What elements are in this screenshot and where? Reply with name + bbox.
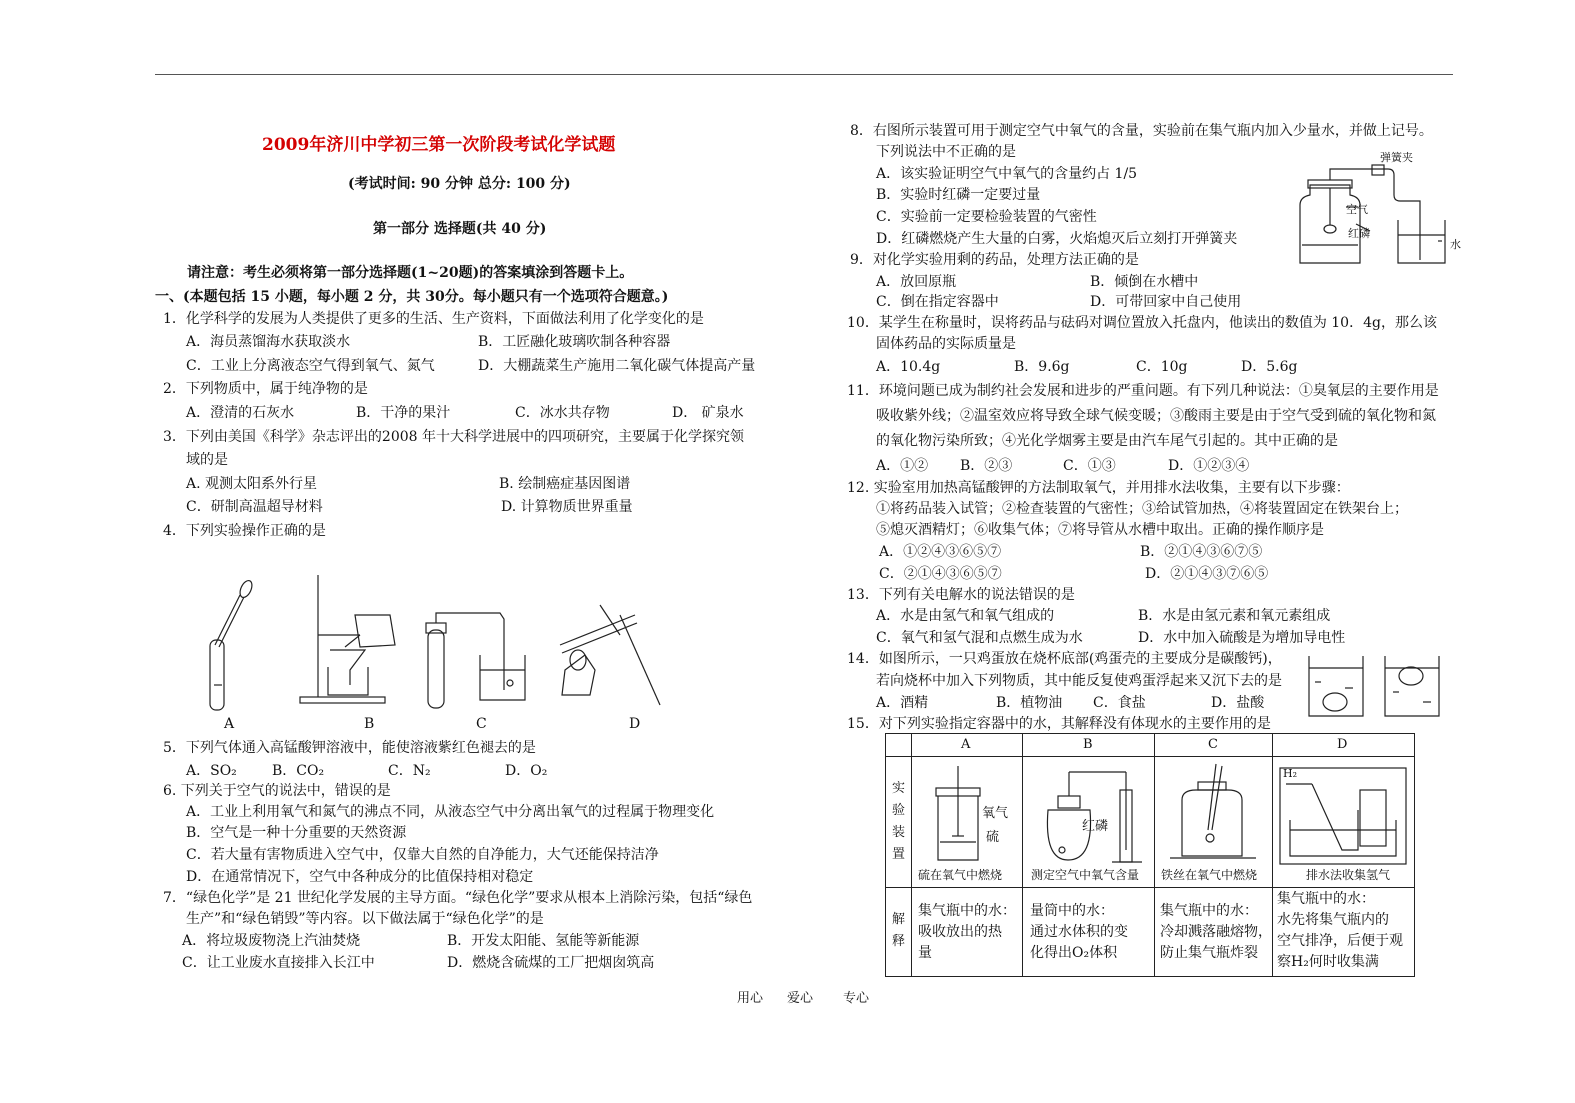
q9-option-d[interactable]: D．可带回家中自己使用 (1090, 294, 1242, 310)
q6-option-c[interactable]: C．若大量有害物质进入空气中，仅靠大自然的自净能力，大气还能保持洁净 (186, 847, 659, 863)
row-label-char: 置 (892, 847, 906, 862)
q3-option-d[interactable]: D. 计算物质世界重量 (501, 499, 633, 515)
q5-option-d[interactable]: D．O₂ (505, 763, 548, 779)
caption-a: 硫在氧气中燃烧 (918, 868, 1003, 882)
table-divider (911, 734, 912, 976)
q8-label-clip: 弹簧夹 (1380, 151, 1413, 164)
explanation-line: 水先将集气瓶内的 (1277, 912, 1389, 928)
q2-option-a[interactable]: A．澄清的石灰水 (186, 405, 295, 421)
q9-option-b[interactable]: B．倾倒在水槽中 (1090, 274, 1199, 290)
q13-stem: 13．下列有关电解水的说法错误的是 (847, 587, 1075, 603)
q8-option-c[interactable]: C．实验前一定要检验装置的气密性 (876, 209, 1097, 225)
q1-option-c[interactable]: C．工业上分离液态空气得到氧气、氮气 (186, 358, 435, 374)
q10-option-c[interactable]: C．10g (1136, 359, 1188, 375)
q14-option-c[interactable]: C．食盐 (1093, 695, 1146, 711)
table-divider (1022, 734, 1023, 976)
table-divider (886, 887, 1414, 888)
row-label-char: 实 (892, 781, 906, 796)
section-heading: 一、(本题包括 15 小题，每小题 2 分，共 30分。每小题只有一个选项符合题意。) (155, 289, 669, 305)
gas-tube-beaker-figure (426, 613, 525, 708)
q4-label-d[interactable]: D (629, 716, 641, 732)
explanation-c (1160, 901, 1272, 964)
notice: 请注意：考生必须将第一部分选择题(1~20题)的答案填涂到答题卡上。 (187, 265, 634, 281)
q8-label-air: 空气 (1346, 203, 1368, 216)
q13-option-d[interactable]: D．水中加入硫酸是为增加导电性 (1138, 630, 1346, 646)
explanation-line: 化得出O₂体积 (1030, 945, 1118, 961)
explanation-a (918, 901, 1020, 964)
q3-stem: 3．下列由美国《科学》杂志评出的2008 年十大科学进展中的四项研究，主要属于化学探究领 (163, 429, 744, 445)
explanation-d (1277, 889, 1413, 973)
q14-stem-cont: 若向烧杯中加入下列物质，其中能反复使鸡蛋浮起来又沉下去的是 (876, 673, 1282, 689)
q12-stem: 12. 实验室用加热高锰酸钾的方法制取氧气，并用排水法收集，主要有以下步骤： (847, 480, 1350, 496)
q5-option-c[interactable]: C．N₂ (388, 763, 431, 779)
footer-text-2: 爱心 (787, 991, 814, 1006)
q13-option-c[interactable]: C．氧气和氢气混和点燃生成为水 (876, 630, 1083, 646)
q2-option-d[interactable]: D． 矿泉水 (672, 405, 744, 421)
q3-option-a[interactable]: A. 观测太阳系外行星 (186, 476, 318, 492)
q2-stem: 2．下列物质中，属于纯净物的是 (163, 381, 368, 397)
q7-option-d[interactable]: D．燃烧含硫煤的工厂把烟囱筑高 (447, 955, 655, 971)
q10-stem-cont: 固体药品的实际质量是 (876, 336, 1016, 352)
header-rule (155, 74, 1453, 75)
fig-label-h2: H₂ (1283, 767, 1298, 780)
q7-option-c[interactable]: C．让工业废水直接排入长江中 (182, 955, 375, 971)
q13-option-a[interactable]: A．水是由氢气和氧气组成的 (876, 608, 1055, 624)
q8-label-phosphorus: 红磷 (1348, 227, 1370, 240)
q11-option-d[interactable]: D．①②③④ (1168, 458, 1250, 474)
table-header-d: D (1337, 737, 1348, 752)
q7-option-a[interactable]: A．将垃圾废物浇上汽油焚烧 (182, 933, 361, 949)
fig-label-oxygen: 氧气 (982, 806, 1009, 821)
explanation-line: 量 (918, 945, 932, 961)
q8-stem: 8．右图所示装置可用于测定空气中氧气的含量，实验前在集气瓶内加入少量水，并做上记号。 (850, 123, 1433, 139)
row-label-char: 验 (892, 803, 906, 818)
explanation-line: 防止集气瓶炸裂 (1160, 945, 1258, 961)
q8-stem-cont: 下列说法中不正确的是 (876, 144, 1016, 160)
q8-option-a[interactable]: A．该实验证明空气中氧气的含量约占 1/5 (876, 166, 1138, 182)
q12-option-c[interactable]: C．②①④③⑥⑤⑦ (879, 566, 1002, 582)
table-divider (1272, 734, 1273, 976)
table-divider (1154, 734, 1155, 976)
q11-option-c[interactable]: C．①③ (1063, 458, 1116, 474)
q8-option-d[interactable]: D．红磷燃烧产生大量的白雾，火焰熄灭后立刻打开弹簧夹 (876, 231, 1238, 247)
q7-stem-cont: 生产”和“绿色销毁”等内容。以下做法属于“绿色化学”的是 (186, 911, 544, 927)
q2-option-b[interactable]: B．干净的果汁 (356, 405, 451, 421)
q4-apparatus-figure (200, 575, 670, 715)
explanation-line: 集气瓶中的水： (918, 903, 1016, 919)
footer-text-1: 用心 (737, 991, 764, 1006)
q11-stem-cont1: 吸收紫外线；②温室效应将导致全球气候变暖；③酸雨主要是由于空气受到硫的氧化物和氮 (876, 408, 1436, 424)
row-label-char: 装 (892, 825, 906, 840)
q13-option-b[interactable]: B．水是由氢元素和氧元素组成 (1138, 608, 1331, 624)
q15-table (885, 733, 1415, 977)
explanation-line: 集气瓶中的水： (1277, 891, 1375, 907)
q10-option-d[interactable]: D．5.6g (1241, 359, 1298, 375)
explanation-line: 吸收放出的热 (918, 924, 1002, 940)
q6-option-a[interactable]: A．工业上利用氧气和氮气的沸点不同，从液态空气中分离出氧气的过程属于物理变化 (186, 804, 715, 820)
filtration-figure (300, 575, 395, 703)
explanation-line: 量筒中的水： (1030, 903, 1114, 919)
fig-label-sulfur: 硫 (986, 830, 1000, 845)
caption-b: 测定空气中氧气含量 (1031, 868, 1140, 882)
explanation-line: 冷却溅落融熔物， (1160, 924, 1272, 940)
q4-label-c[interactable]: C (476, 716, 487, 732)
footer-text-3: 专心 (843, 991, 870, 1006)
row-label-apparatus (892, 778, 908, 866)
q11-stem: 11．环境问题已成为制约社会发展和进步的严重问题。有下列几种说法：①臭氧层的主要作用是 (847, 383, 1439, 399)
q11-stem-cont2: 的氧化物污染所致；④光化学烟雾主要是由汽车尾气引起的。其中正确的是 (876, 433, 1338, 449)
q12-option-b[interactable]: B．②①④③⑥⑦⑤ (1140, 544, 1263, 560)
q1-option-b[interactable]: B．工匠融化玻璃吹制各种容器 (478, 334, 671, 350)
q4-label-b[interactable]: B (364, 716, 375, 732)
q12-stem-cont1: ①将药品装入试管；②检查装置的气密性；③给试管加热，④将装置固定在铁架台上； (876, 501, 1408, 517)
q15-stem: 15．对下列实验指定容器中的水，其解释没有体现水的主要作用的是 (847, 716, 1271, 732)
q4-stem: 4．下列实验操作正确的是 (163, 523, 326, 539)
q8-apparatus-figure (1290, 145, 1455, 267)
explanation-line: 通过水体积的变 (1030, 924, 1128, 940)
explanation-line: 察H₂何时收集满 (1277, 954, 1379, 970)
q14-stem: 14．如图所示，一只鸡蛋放在烧杯底部(鸡蛋壳的主要成分是碳酸钙)， (847, 651, 1282, 667)
q9-option-a[interactable]: A．放回原瓶 (876, 274, 957, 290)
oxygen-content-figure (1028, 760, 1150, 868)
q9-option-c[interactable]: C．倒在指定容器中 (876, 294, 999, 310)
hydrogen-collection-figure (1278, 760, 1410, 868)
q5-option-a[interactable]: A．SO₂ (186, 763, 237, 779)
q10-option-a[interactable]: A．10.4g (876, 359, 941, 375)
q7-stem: 7．“绿色化学”是 21 世纪化学发展的主导方面。“绿色化学”要求从根本上消除污染，包括“绿色 (163, 890, 753, 906)
q10-stem: 10．某学生在称量时，误将药品与砝码对调位置放入托盘内，他读出的数值为 10．4g，那么该 (847, 315, 1437, 331)
q5-option-b[interactable]: B．CO₂ (272, 763, 325, 779)
q2-option-c[interactable]: C．冰水共存物 (515, 405, 610, 421)
heating-figure (560, 605, 660, 705)
fig-label-phosphorus: 红磷 (1082, 819, 1109, 834)
q6-option-b[interactable]: B．空气是一种十分重要的天然资源 (186, 825, 407, 841)
row-label-char: 解 (892, 912, 906, 927)
q3-option-b[interactable]: B. 绘制癌症基因图谱 (499, 476, 631, 492)
q4-label-a[interactable]: A (224, 716, 235, 732)
row-label-char: 释 (892, 934, 906, 949)
q12-option-d[interactable]: D．②①④③⑦⑥⑤ (1145, 566, 1269, 582)
explanation-line: 空气排净，后便于观 (1277, 933, 1403, 949)
q11-option-b[interactable]: B．②③ (960, 458, 1013, 474)
q3-stem-cont: 域的是 (186, 452, 228, 468)
table-divider (886, 756, 1414, 757)
q5-stem: 5．下列气体通入高锰酸钾溶液中，能使溶液紫红色褪去的是 (163, 740, 536, 756)
iron-wire-figure (1160, 760, 1268, 868)
q7-option-b[interactable]: B．开发太阳能、氢能等新能源 (447, 933, 640, 949)
q6-stem: 6. 下列关于空气的说法中，错误的是 (163, 783, 391, 799)
dropper-tube-figure (210, 579, 254, 710)
q10-option-b[interactable]: B．9.6g (1014, 359, 1070, 375)
q12-option-a[interactable]: A．①②④③⑥⑤⑦ (879, 544, 1002, 560)
caption-d: 排水法收集氢气 (1306, 868, 1391, 882)
q8-option-b[interactable]: B．实验时红磷一定要过量 (876, 187, 1041, 203)
q9-stem: 9．对化学实验用剩的药品，处理方法正确的是 (850, 252, 1139, 268)
q14-option-b[interactable]: B．植物油 (996, 695, 1063, 711)
explanation-b (1030, 901, 1152, 964)
row-label-explanation (892, 909, 908, 953)
q8-label-water: 水 (1450, 238, 1461, 251)
q1-option-a[interactable]: A．海员蒸馏海水获取淡水 (186, 334, 351, 350)
caption-c: 铁丝在氧气中燃烧 (1161, 868, 1258, 882)
q14-option-d[interactable]: D．盐酸 (1211, 695, 1265, 711)
q11-option-a[interactable]: A．①② (876, 458, 929, 474)
q1-option-d[interactable]: D．大棚蔬菜生产施用二氧化碳气体提高产量 (478, 358, 756, 374)
table-header-a: A (961, 737, 971, 752)
part-title: 第一部分 选择题(共 40 分) (373, 221, 547, 237)
q12-stem-cont2: ⑤熄灭酒精灯；⑥收集气体；⑦将导管从水槽中取出。正确的操作顺序是 (876, 522, 1324, 538)
explanation-line: 集气瓶中的水： (1160, 903, 1258, 919)
q14-egg-beakers-figure (1305, 652, 1455, 720)
table-header-b: B (1083, 737, 1093, 752)
q3-option-c[interactable]: C．研制高温超导材料 (186, 499, 323, 515)
q6-option-d[interactable]: D．在通常情况下，空气中各种成分的比值保持相对稳定 (186, 869, 534, 885)
page-title: 2009年济川中学初三第一次阶段考试化学试题 (262, 135, 616, 155)
q1-stem: 1．化学科学的发展为人类提供了更多的生活、生产资料，下面做法利用了化学变化的是 (163, 311, 704, 327)
table-header-c: C (1208, 737, 1218, 752)
exam-info: (考试时间: 90 分钟 总分: 100 分) (348, 176, 571, 192)
q14-option-a[interactable]: A．酒精 (876, 695, 929, 711)
